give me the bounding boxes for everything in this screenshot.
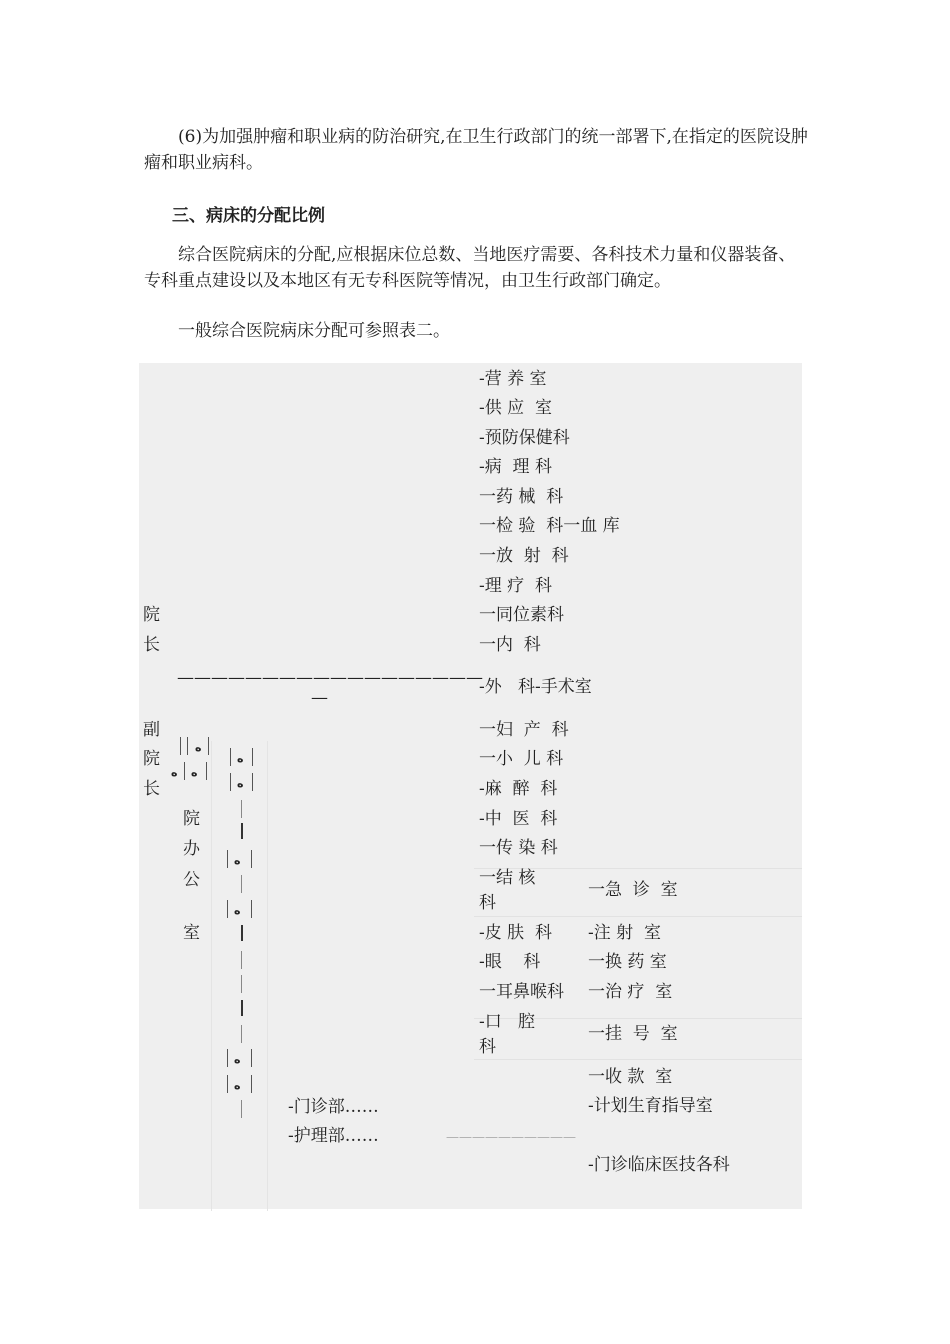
glyph-mark-icon: ه (237, 777, 244, 790)
dept-item: 一结 核 (479, 868, 536, 888)
org-chart (139, 363, 802, 1209)
dept-item: -理 疗 科 (479, 576, 552, 596)
dept-item: 一耳鼻喉科 (479, 982, 564, 1002)
dept-item: -预防保健科 (479, 428, 570, 448)
dept-item: -营 养 室 (479, 369, 547, 389)
glyph-mark-icon: ه (234, 1053, 241, 1066)
paragraph-bed-allocation: 综合医院病床的分配,应根据床位总数、当地医疗需要、各科技术力量和仪器装备、专科重点建设以及本地区有无专科医院等情况，由卫生行政部门确定。 (144, 245, 796, 291)
glyph-mark-icon: ه (234, 904, 241, 917)
dept-item: -中 医 科 (479, 809, 558, 829)
clinic-item: 一收 款 室 (588, 1067, 673, 1087)
dept-item: -口 腔 (479, 1012, 535, 1032)
dept-item: -皮 肤 科 (479, 923, 552, 943)
glyph-mark-icon: ه (191, 766, 198, 779)
dept-item: 一放 射 科 (479, 546, 569, 566)
dept-item: 科 (479, 1037, 496, 1057)
vice-dean-char-3: 长 (143, 779, 160, 799)
dept-item: 一药 械 科 (479, 487, 564, 507)
dept-item: 一检 验 科一血 库 (479, 516, 620, 536)
office-char-2: 办 (183, 839, 200, 859)
nursing-dept: -护理部…… (288, 1126, 379, 1146)
glyph-mark-icon: ه (234, 1079, 241, 1092)
dept-item: -麻 醉 科 (479, 779, 558, 799)
dept-item: 一传 染 科 (479, 838, 558, 858)
glyph-mark-icon: ه (171, 766, 178, 779)
nursing-connector-line: —————————— (446, 1130, 576, 1145)
office-char-3: 公 (183, 870, 200, 890)
clinic-item: -门诊临床医技各科 (588, 1155, 730, 1175)
dept-item: -供 应 室 (479, 398, 552, 418)
dean-connector-tail: — (311, 688, 328, 708)
dept-item: -眼 科 (479, 952, 541, 972)
clinic-item: 一挂 号 室 (588, 1024, 678, 1044)
vice-dean-char-1: 副 (143, 720, 160, 740)
dean-connector-line: —————————————————— (177, 668, 483, 688)
clinic-item: -注 射 室 (588, 923, 661, 943)
glyph-mark-icon: ه (195, 741, 202, 754)
clinic-item: -计划生育指导室 (588, 1096, 713, 1116)
office-char-4: 室 (183, 923, 200, 943)
paragraph-refer-table: 一般综合医院病床分配可参照表二。 (178, 321, 450, 341)
vice-dean-char-2: 院 (143, 749, 160, 769)
dept-item: 一内 科 (479, 635, 541, 655)
outpatient-dept: -门诊部…… (288, 1097, 379, 1117)
dept-item: -病 理 科 (479, 457, 552, 477)
paragraph-tumor-dept: (6)为加强肿瘤和职业病的防治研究,在卫生行政部门的统一部署下,在指定的医院设肿瘤和职业病科。 (144, 127, 808, 173)
dept-item: 一妇 产 科 (479, 720, 569, 740)
dept-item: -外 科-手术室 (479, 677, 592, 697)
clinic-item: 一换 药 室 (588, 952, 667, 972)
dept-item: 一同位素科 (479, 605, 564, 625)
office-char-1: 院 (183, 809, 200, 829)
section-heading: 三、病床的分配比例 (172, 206, 325, 226)
dean-char-2: 长 (143, 635, 160, 655)
clinic-item: 一治 疗 室 (588, 982, 673, 1002)
glyph-mark-icon: ه (234, 854, 241, 867)
clinic-item: 一急 诊 室 (588, 880, 678, 900)
dean-char-1: 院 (143, 605, 160, 625)
dept-item: 一小 儿 科 (479, 749, 564, 769)
glyph-mark-icon: ه (237, 752, 244, 765)
dept-item: 科 (479, 893, 496, 913)
